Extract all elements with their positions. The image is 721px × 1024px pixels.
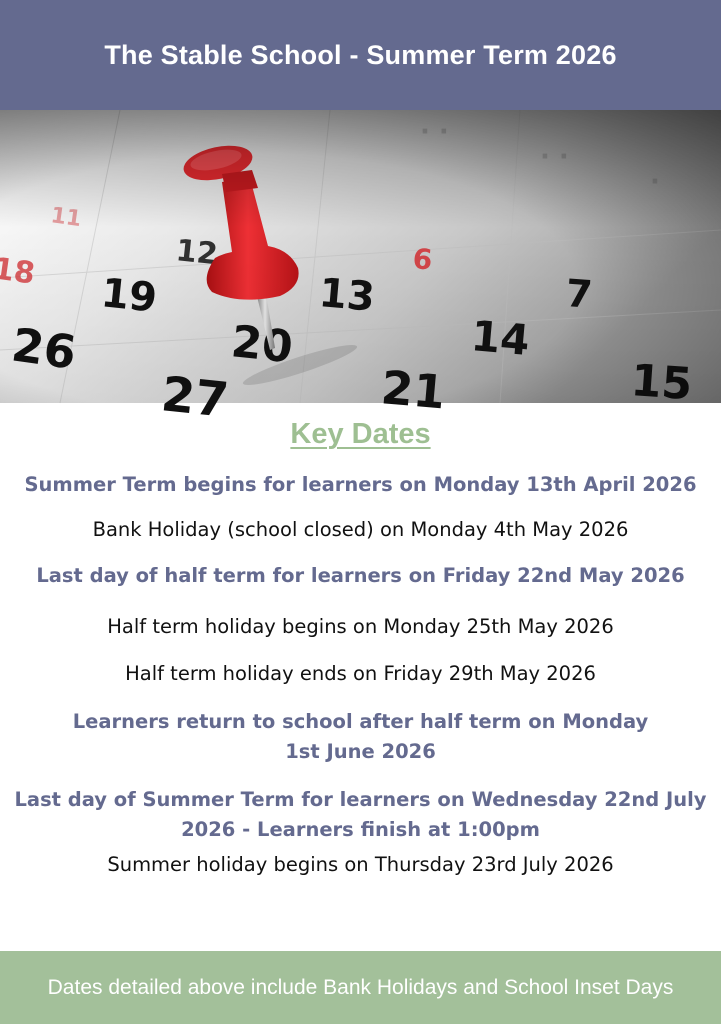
key-date-item: Bank Holiday (school closed) on Monday 4th May 2026	[92, 518, 629, 541]
key-date-item-line1: Learners return to school after half term on Monday	[72, 710, 649, 733]
key-date-item: Last day of half term for learners on Friday 22nd May 2026	[36, 564, 685, 587]
key-date-item: Half term holiday begins on Monday 25th May 2026	[107, 615, 614, 638]
key-date-item-line2: 2026 - Learners finish at 1:00pm	[181, 818, 540, 841]
calendar-pushpin-photo	[0, 110, 721, 403]
page-title: The Stable School - Summer Term 2026	[104, 39, 617, 70]
key-dates-heading: Key Dates	[290, 418, 431, 450]
key-date-item-line1: Last day of Summer Term for learners on Wednesday 22nd July	[14, 788, 707, 811]
key-date-item: Half term holiday ends on Friday 29th May 2026	[125, 662, 596, 685]
key-date-item: Summer holiday begins on Thursday 23rd July 2026	[107, 853, 614, 876]
header-banner	[0, 0, 721, 110]
key-date-item-line2: 1st June 2026	[285, 740, 436, 763]
key-date-item: Summer Term begins for learners on Monday 13th April 2026	[24, 473, 697, 496]
footer-banner	[0, 951, 721, 1024]
footer-note: Dates detailed above include Bank Holidays and School Inset Days	[47, 975, 674, 999]
